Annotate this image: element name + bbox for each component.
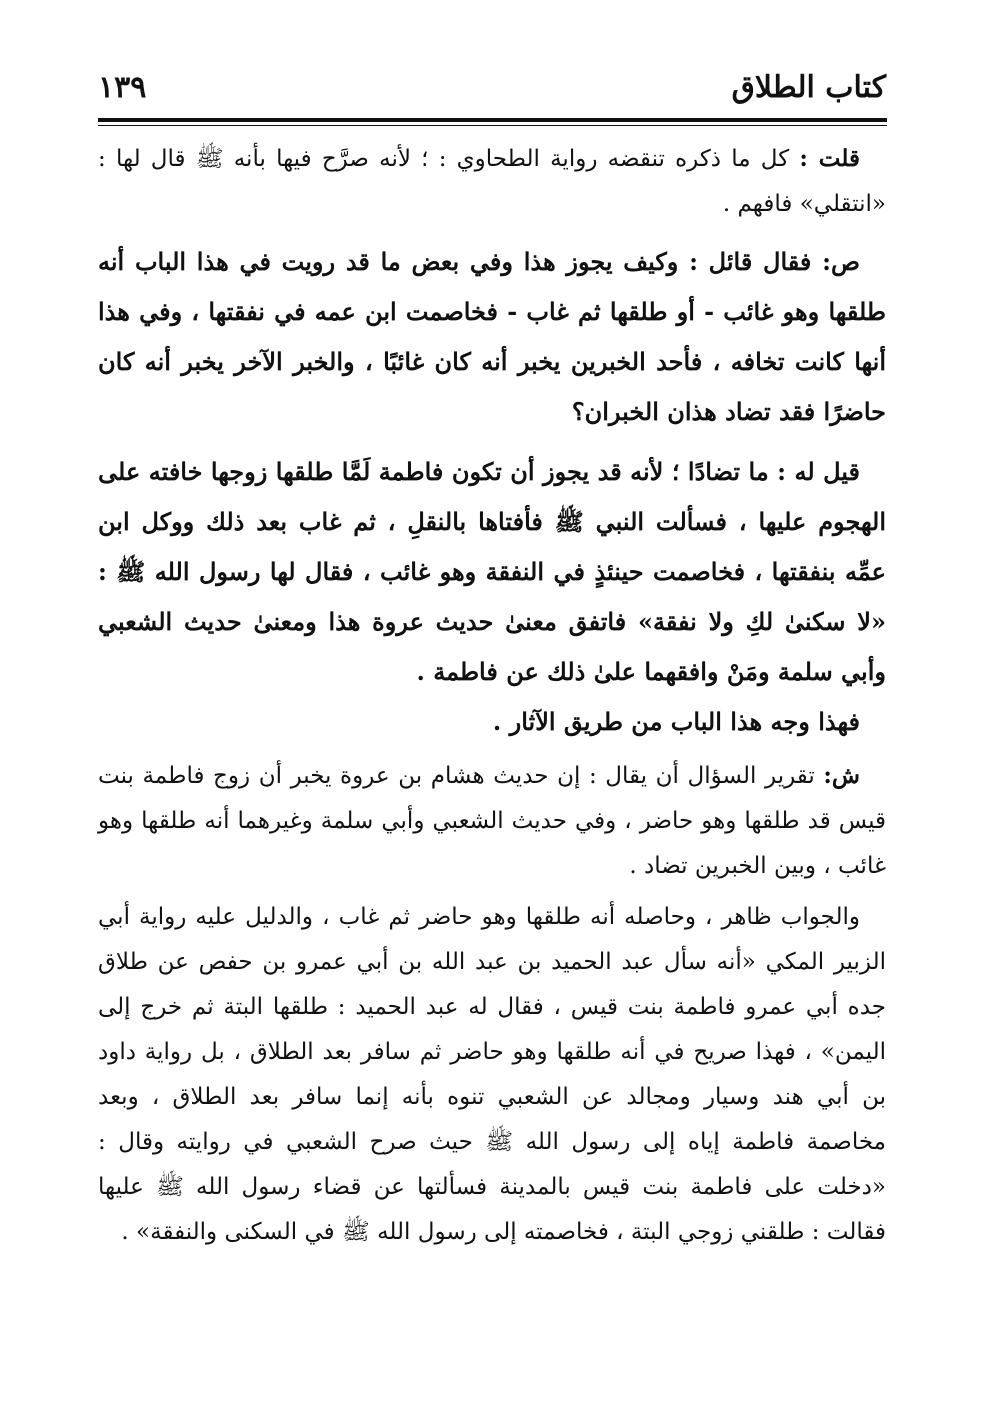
paragraph-text: فهذا وجه هذا الباب من طريق الآثار . (492, 707, 860, 736)
paragraph-answer (98, 447, 886, 697)
paragraph-sad (98, 237, 886, 437)
paragraph-lead: قلت : (799, 145, 860, 172)
paragraph-text: قيل له : ما تضادًا ؛ لأنه قد يجوز أن تكون فاطمة لَمَّا طلقها زوجها خافته على الهجوم عليها ، فسألت النبي ﷺ فأفتاها بالنقلِ ، ثم غاب بعد ذلك ووكل ابن عمِّه بنفقتها ، فخاصمت حينئذٍ في النفقة وهو غائب ، فقال لها رسول الله ﷺ : «لا سكنىٰ لكِ ولا نفقة» فاتفق معنىٰ حديث عروة هذا ومعنىٰ حديث الشعبي وأبي سلمة ومَنْ وافقهما علىٰ ذلك عن فاطمة . (98, 457, 886, 686)
page-number: ١٣٩ (98, 70, 147, 105)
paragraph-reply (98, 895, 886, 1255)
paragraph-text: فقال قائل : وكيف يجوز هذا وفي بعض ما قد رويت في هذا الباب أنه طلقها وهو غائب - أو طلقها ثم غاب - فخاصمت ابن عمه في نفقتها ، وفي هذا أنها كانت تخافه ، فأحد الخبرين يخبر أنه كان غائبًا ، والخبر الآخر يخبر أنه كان حاضرًا فقد تضاد هذان الخبران؟ (98, 247, 886, 426)
paragraph-qult (98, 136, 886, 227)
book-chapter-title: كتاب الطلاق (731, 70, 886, 105)
page-header (98, 62, 886, 114)
paragraph-shin (98, 753, 886, 889)
paragraph-lead: ش: (823, 762, 860, 789)
header-rule-thin (98, 125, 887, 126)
paragraph-text: تقرير السؤال أن يقال : إن حديث هشام بن عروة يخبر أن زوج فاطمة بنت قيس قد طلقها وهو حاضر ، وفي حديث الشعبي وأبي سلمة وغيرهما أنه طلقها وهو غائب ، وبين الخبرين تضاد . (98, 763, 886, 879)
header-rule-thick (98, 118, 887, 122)
paragraph-conclusion (98, 697, 886, 747)
paragraph-text: كل ما ذكره تنقضه رواية الطحاوي : ؛ لأنه صرَّح فيها بأنه ﷺ قال لها : «انتقلي» فافهم . (98, 146, 886, 217)
page-body (98, 136, 886, 1255)
paragraph-text: والجواب ظاهر ، وحاصله أنه طلقها وهو حاضر ثم غاب ، والدليل عليه رواية أبي الزبير المكي «أنه سأل عبد الحميد بن عبد الله بن أبي عمرو بن حفص عن طلاق جده أبي عمرو فاطمة بنت قيس ، فقال له عبد الحميد : طلقها البتة ثم خرج إلى اليمن» ، فهذا صريح في أنه طلقها وهو حاضر ثم سافر بعد الطلاق ، بل رواية داود بن أبي هند وسيار ومجالد عن الشعبي تنوه بأنه إنما سافر بعد الطلاق ، وبعد مخاصمة فاطمة إياه إلى رسول الله ﷺ حيث صرح الشعبي في روايته وقال : «دخلت على فاطمة بنت قيس بالمدينة فسألتها عن قضاء رسول الله ﷺ عليها فقالت : طلقني زوجي البتة ، فخاصمته إلى رسول الله ﷺ في السكنى والنفقة» . (98, 904, 886, 1245)
paragraph-lead: ص: (822, 247, 860, 276)
